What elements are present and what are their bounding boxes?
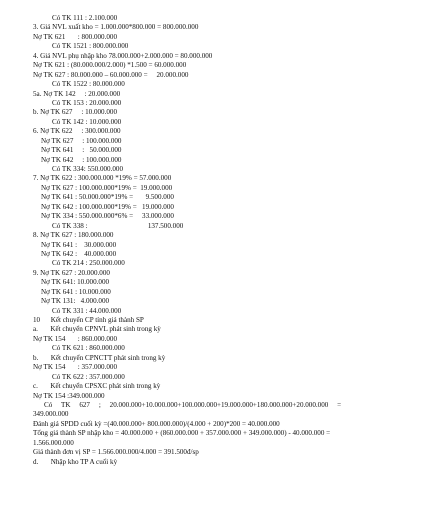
text-line: Giá thành đơn vị SP = 1.566.000.000/4.000 = 391.500đ/sp bbox=[33, 448, 199, 457]
text-line: Nợ TK 621 : 800.000.000 bbox=[33, 32, 118, 41]
text-line: 5a. Nợ TK 142 : 20.000.000 bbox=[33, 89, 121, 98]
text-line: b. Nợ TK 627 : 10.000.000 bbox=[33, 108, 118, 117]
text-line: Có TK 622 : 357.000.000 bbox=[52, 372, 125, 381]
text-line: Nợ TK 641 : 30.000.000 bbox=[41, 240, 117, 249]
text-line: a. Kết chuyển CPNVL phát sinh trong kỳ bbox=[33, 325, 161, 334]
text-line: Nợ TK 154 : 357.000.000 bbox=[33, 363, 118, 372]
text-line: Nợ TK 334 : 550.000.000*6% = 33.000.000 bbox=[41, 212, 174, 221]
text-line: Nợ TK 627 : 100.000.000 bbox=[41, 136, 122, 145]
text-line: b. Kết chuyển CPNCTT phát sinh trong kỳ bbox=[33, 353, 166, 362]
text-line: Có TK 111 : 2.100.000 bbox=[52, 14, 118, 22]
text-line: 1.566.000.000 bbox=[33, 438, 74, 447]
text-line: Tổng giá thành SP nhập kho = 40.000.000 + (860.000.000 + 357.000.000 + 349.000.000) - 40.000.000 = bbox=[33, 429, 331, 438]
text-line: Nợ TK 621 : (80.000.000/2.000) *1.500 = 60.000.000 bbox=[33, 61, 187, 70]
text-line: c. Kết chuyển CPSXC phát sinh trong kỳ bbox=[33, 382, 161, 391]
text-line: Nợ TK 641: 10.000.000 bbox=[41, 278, 110, 287]
text-line: Nợ TK 627 : 100.000.000*19% = 19.000.000 bbox=[41, 183, 173, 192]
text-line: 9. Nợ TK 627 : 20.000.000 bbox=[33, 268, 110, 277]
text-line: 7. Nợ TK 622 : 300.000.000 *19% = 57.000.000 bbox=[33, 174, 172, 183]
text-line: Nợ TK 642 : 40.000.000 bbox=[41, 249, 117, 258]
text-line: 4. Giá NVL phụ nhập kho 78.000.000+2.000.000 = 80.000.000 bbox=[33, 51, 213, 60]
text-line: Có TK 331 : 44.000.000 bbox=[52, 306, 122, 315]
text-line: Nợ TK 627 : 80.000.000 – 60.000.000 = 20.000.000 bbox=[33, 70, 189, 79]
text-line: Nợ TK 154 :349.000.000 bbox=[33, 391, 105, 400]
text-line: d. Nhập kho TP A cuối kỳ bbox=[33, 457, 118, 466]
text-line: Nợ TK 641 : 50.000.000 bbox=[41, 146, 122, 155]
text-line: Có TK 214 : 250.000.000 bbox=[52, 259, 125, 268]
text-line: Nợ TK 641 : 50.000.000*19% = 9.500.000 bbox=[41, 193, 174, 202]
text-line: Nợ TK 154 : 860.000.000 bbox=[33, 334, 118, 343]
text-line: 349.000.000 bbox=[33, 410, 69, 419]
text-line: 3. Giá NVL xuất kho = 1.000.000*800.000 = 800.000.000 bbox=[33, 23, 199, 32]
text-line: Có TK 1522 : 80.000.000 bbox=[52, 80, 125, 89]
text-line: Đánh giá SPDD cuối kỳ =(40.000.000+ 800.000.000)/(4.000 + 200)*200 = 40.000.000 bbox=[33, 419, 280, 428]
text-line: Nợ TK 642 : 100.000.000 bbox=[41, 155, 122, 164]
text-line: Có TK 334: 550.000.000 bbox=[52, 165, 124, 173]
text-line: Nợ TK 641 : 10.000.000 bbox=[41, 287, 111, 296]
text-line: Có TK 153 : 20.000.000 bbox=[52, 98, 122, 107]
text-line: Nợ TK 131: 4.000.000 bbox=[41, 297, 110, 306]
text-line: Nợ TK 642 : 100.000.000*19% = 19.000.000 bbox=[41, 202, 174, 211]
text-line: Có TK 1521 : 800.000.000 bbox=[52, 42, 129, 51]
text-line: Có TK 621 : 860.000.000 bbox=[52, 344, 125, 353]
text-line: 8. Nợ TK 627 : 180.000.000 bbox=[33, 231, 114, 240]
text-line: 6. Nợ TK 622 : 300.000.000 bbox=[33, 127, 121, 136]
text-line: Có TK 338 : 137.500.000 bbox=[52, 221, 184, 230]
text-line: Có TK 627 ; 20.000.000+10.000.000+100.000.000+19.000.000+180.000.000+20.000.000 = bbox=[44, 400, 342, 409]
text-line: Có TK 142 : 10.000.000 bbox=[52, 117, 122, 126]
text-line: 10 Kết chuyển CP tính giá thành SP bbox=[33, 316, 144, 324]
